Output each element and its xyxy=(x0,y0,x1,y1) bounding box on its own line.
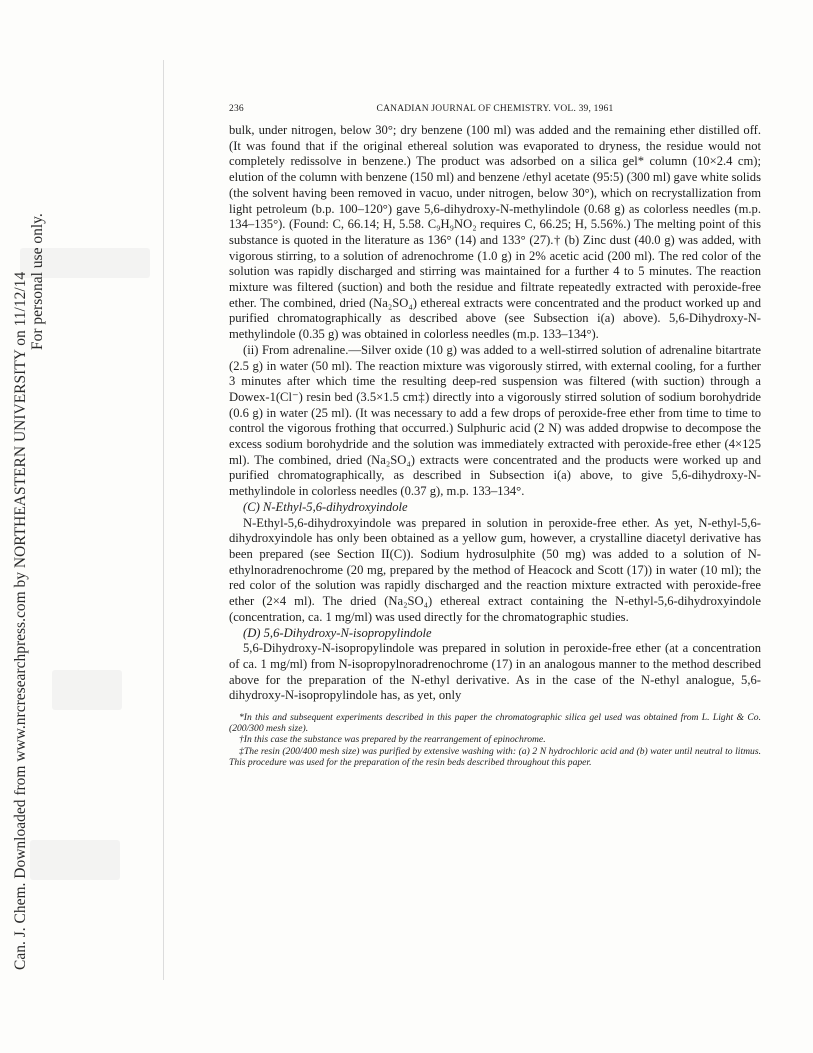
article-body xyxy=(229,123,761,704)
download-watermark xyxy=(12,213,46,970)
footnote-epinochrome: †In this case the substance was prepared by the rearrangement of epinochrome. xyxy=(239,734,546,746)
watermark-usage-line: For personal use only. xyxy=(29,213,46,350)
paragraph-n-ethyl: N-Ethyl-5,6-dihydroxyindole was prepared in solution in peroxide-free ether. As yet, N-ethyl-5,6-dihydroxyindole has only been obtained as a yellow gum, however, a crystalline diacetyl derivative has been prepared (see Section II(C)). Sodium hydrosulphite (50 mg) was added to a solution of N-ethylnoradrenochrome (20 mg, prepared by the method of Heacock and Scott (17)) in water (10 ml); the red color of the solution was rapidly discharged and the reaction mixture extracted with peroxide-free ether (2×4 ml). The dried (Na₂SO₄) ethereal extract containing the N-ethyl-5,6-dihydroxyindole (concentration, ca. 1 mg/ml) was used directly for the chromatographic studies. xyxy=(229,515,761,624)
running-head xyxy=(229,104,761,114)
journal-title: CANADIAN JOURNAL OF CHEMISTRY. VOL. 39, 1961 xyxy=(376,104,614,114)
article-page xyxy=(229,104,761,768)
footnote-silica-gel: *In this and subsequent experiments described in this paper the chromatographic silica gel used was obtained from L. Light & Co. (200/300 mesh size). xyxy=(229,712,761,735)
scan-smudge xyxy=(52,670,122,710)
paragraph-n-isopropyl: 5,6-Dihydroxy-N-isopropylindole was prepared in solution in peroxide-free ether (at a concentration of ca. 1 mg/ml) from N-isopropylnoradrenochrome (17) in an analogous manner to the method described above for the preparation of the N-ethyl derivative. As in the case of the N-ethyl analogue, 5,6-dihydroxy-N-isopropylindole has, as yet, only xyxy=(229,641,761,703)
section-heading-c: (C) N-Ethyl-5,6-dihydroxyindole xyxy=(243,499,408,514)
watermark-source-line: Can. J. Chem. Downloaded from www.nrcresearchpress.com by NORTHEASTERN UNIVERSITY on 11/12/14 xyxy=(12,271,29,970)
footnote-resin: ‡The resin (200/400 mesh size) was purified by extensive washing with: (a) 2 N hydrochloric acid and (b) water until neutral to litmus. This procedure was used for the preparation of the resin beds described throughout this paper. xyxy=(229,745,761,768)
page-gutter-line xyxy=(163,60,164,980)
footnotes xyxy=(229,712,761,768)
paragraph-from-adrenaline: (ii) From adrenaline.—Silver oxide (10 g) was added to a well-stirred solution of adrenaline bitartrate (2.5 g) in water (50 ml). The reaction mixture was vigorously stirred, with external cooling, for a further 3 minutes after which time the resulting deep-red suspension was filtered (with suction) through a Dowex-1(Cl⁻) resin bed (3.5×1.5 cm‡) directly into a vigorously stirred solution of sodium borohydride (0.6 g) in water (25 ml). (It was necessary to add a few drops of peroxide-free ether from time to time to control the vigorous frothing that occurred.) Sulphuric acid (2 N) was added dropwise to decompose the excess sodium borohydride and the solution was immediately extracted with peroxide-free ether (4×125 ml). The combined, dried (Na₂SO₄) extracts were concentrated and the products were worked up and purified chromatographically, as described in Subsection i(a) above, to give 5,6-dihydroxy-N-methylindole in colorless needles (0.37 g), m.p. 133–134°. xyxy=(229,342,761,499)
paragraph-continued: bulk, under nitrogen, below 30°; dry benzene (100 ml) was added and the remaining ether distilled off. (It was found that if the original ethereal solution was evaporated to dryness, the residue would not completely redissolve in benzene.) The product was adsorbed on a silica gel* column (10×2.4 cm); elution of the column with benzene (150 ml) and benzene /ethyl acetate (95:5) (300 ml) gave white solids (the solvent having been removed in vacuo, under nitrogen, below 30°), which on recrystallization from light petroleum (b.p. 100–120°) gave 5,6-dihydroxy-N-methylindole (0.68 g) as colorless needles (m.p. 134–135°). (Found: C, 66.14; H, 5.58. C₉H₉NO₂ requires C, 66.25; H, 5.56%.) The melting point of this substance is quoted in the literature as 136° (14) and 133° (27).† (b) Zinc dust (40.0 g) was added, with vigorous stirring, to a solution of adrenochrome (1.0 g) in 2% acetic acid (200 ml). The red color of the solution was rapidly discharged and stirring was maintained for a further 4 to 5 minutes. The reaction mixture was filtered (suction) and both the residue and filtrate repeatedly extracted with peroxide-free ether. The combined, dried (Na₂SO₄) ethereal extracts were concentrated and the product worked up and purified chromatographically as described above (see Subsection i(a) above). 5,6-Dihydroxy-N-methylindole (0.35 g) was obtained in colorless needles (m.p. 133–134°). xyxy=(229,123,761,342)
page-number: 236 xyxy=(229,104,244,114)
section-heading-d: (D) 5,6-Dihydroxy-N-isopropylindole xyxy=(243,625,432,640)
